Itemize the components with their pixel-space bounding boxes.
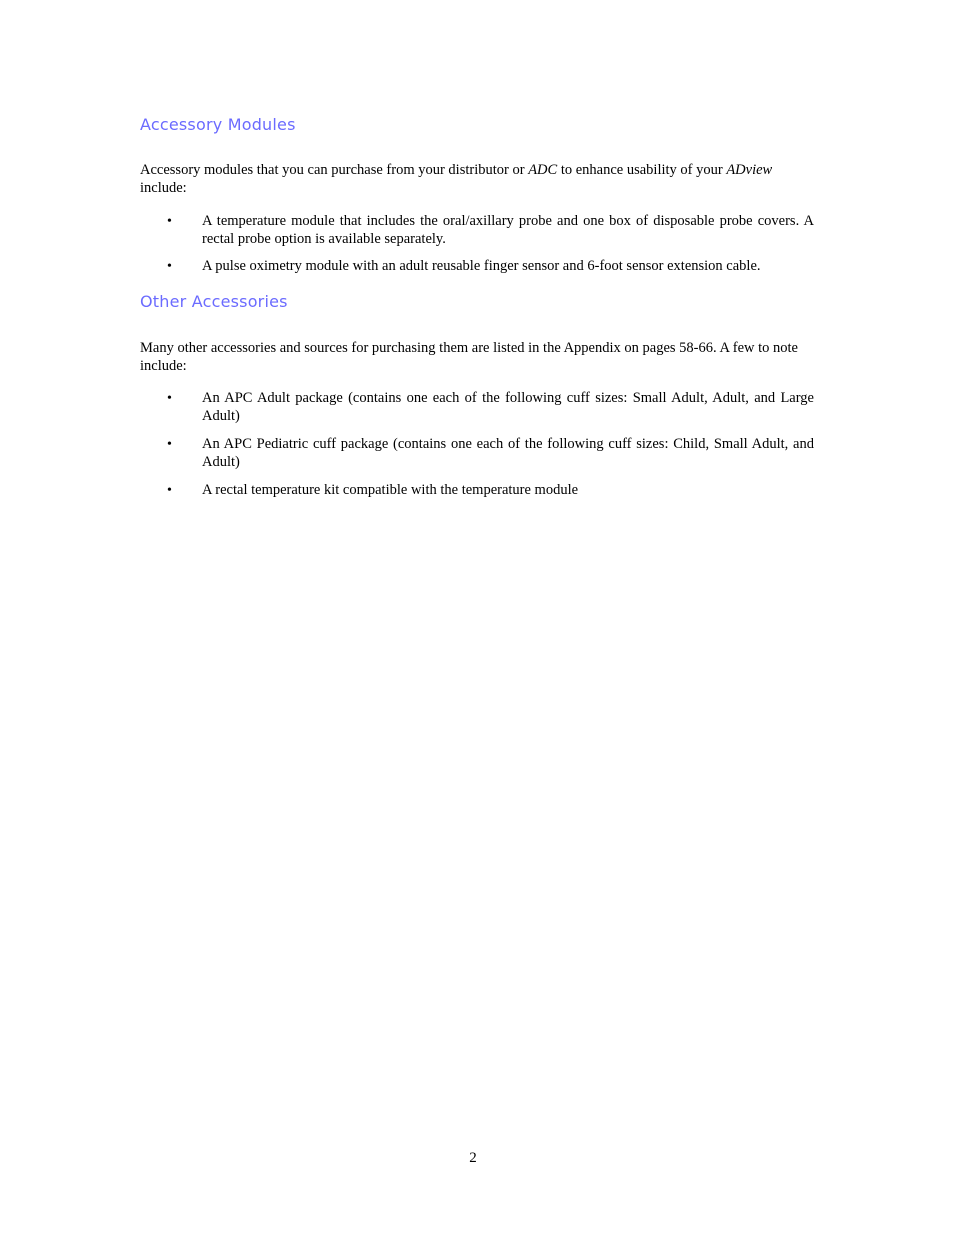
list-item-text: A rectal temperature kit compatible with the temperature module (202, 482, 579, 498)
list-item (140, 258, 814, 276)
list-item-text: An APC Pediatric cuff package (contains one each of the following cuff sizes: Child, Small Adult, and Adult) (202, 436, 814, 470)
accessory-modules-list (140, 213, 814, 276)
page-number: 2 (469, 1150, 477, 1166)
list-item (140, 482, 814, 500)
list-item-text: An APC Adult package (contains one each of the following cuff sizes: Small Adult, Adult, and Large Adult) (202, 390, 814, 424)
list-item (140, 436, 814, 471)
intro-text-part: include: (140, 180, 187, 196)
intro-brand-adc: ADC (528, 162, 558, 178)
bullet-icon: • (167, 391, 172, 406)
list-item-text: A pulse oximetry module with an adult reusable finger sensor and 6-foot sensor extension cable. (202, 258, 761, 274)
list-item (140, 213, 814, 248)
bullet-icon: • (167, 483, 172, 498)
section-heading-accessory-modules: Accessory Modules (140, 115, 296, 134)
bullet-icon: • (167, 259, 172, 274)
intro-text-part: Accessory modules that you can purchase from your distributor or (140, 162, 529, 178)
intro-text-part: to enhance usability of your (557, 162, 727, 178)
bullet-icon: • (167, 214, 172, 229)
other-accessories-intro: Many other accessories and sources for purchasing them are listed in the Appendix on pages 58-66. A few to note include: (140, 340, 798, 374)
list-item (140, 390, 814, 425)
intro-product-adview: ADview (726, 162, 773, 178)
accessory-modules-intro (140, 161, 813, 197)
bullet-icon: • (167, 437, 172, 452)
section-heading-other-accessories: Other Accessories (140, 292, 288, 311)
list-item-text: A temperature module that includes the oral/axillary probe and one box of disposable probe covers. A rectal probe option is available separately. (202, 213, 814, 247)
other-accessories-list (140, 390, 814, 500)
